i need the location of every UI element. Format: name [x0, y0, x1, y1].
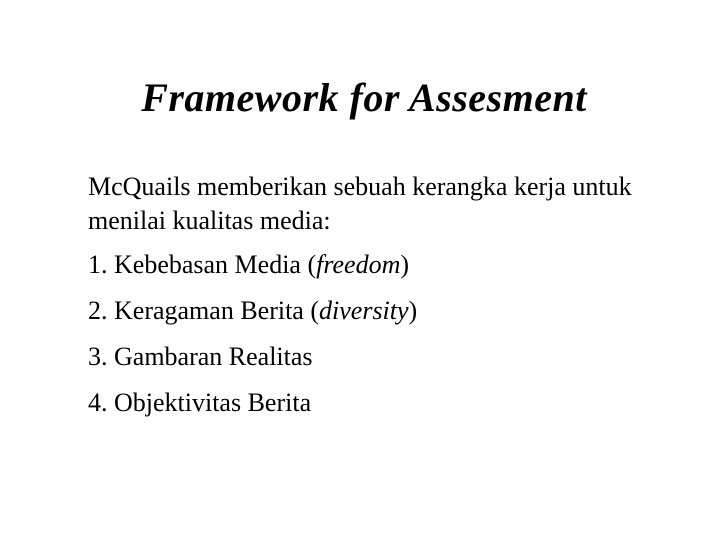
list-item-text: Gambaran Realitas: [114, 342, 313, 371]
list-item-text: Kebebasan Media (: [114, 250, 317, 279]
list-item-close-paren: ): [408, 296, 418, 325]
list-item-2: [88, 294, 708, 328]
list-item-number: 2.: [88, 296, 108, 325]
list-item-4: [88, 386, 708, 420]
list-item-number: 4.: [88, 388, 108, 417]
list-item-text: Keragaman Berita (: [114, 296, 320, 325]
list-item-3: [88, 340, 708, 374]
list-item-1: [88, 248, 708, 282]
list-item-italic-term: diversity: [319, 296, 409, 325]
list-item-number: 1.: [88, 250, 108, 279]
list-item-number: 3.: [88, 342, 108, 371]
list-item-italic-term: freedom: [316, 250, 401, 279]
list-item-close-paren: ): [400, 250, 410, 279]
list-item-text: Objektivitas Berita: [114, 388, 312, 417]
slide-body: [88, 170, 708, 432]
slide-title: Framework for Assesment: [141, 75, 587, 120]
intro-paragraph: McQuails memberikan sebuah kerangka kerja untuk menilai kualitas media:: [88, 172, 632, 235]
